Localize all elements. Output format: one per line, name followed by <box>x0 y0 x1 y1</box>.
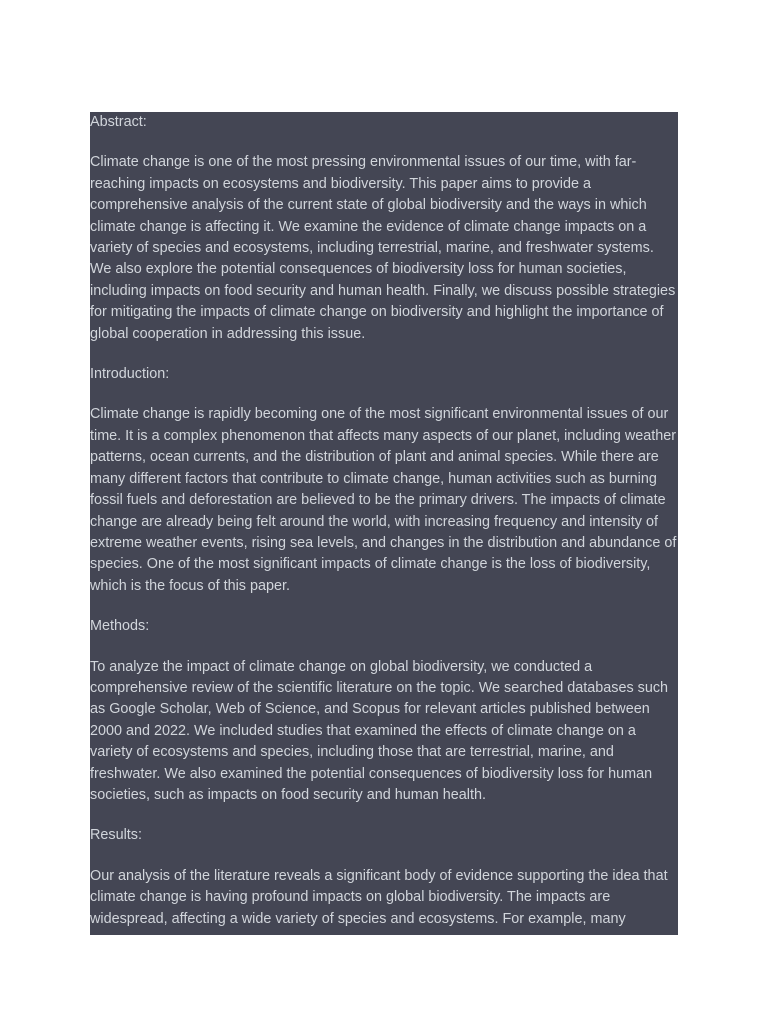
section-heading-methods: Methods: <box>90 618 150 635</box>
section-heading-abstract: Abstract: <box>90 114 147 130</box>
section-heading-introduction: Introduction: <box>90 366 170 383</box>
section-body-results: Our analysis of the literature reveals a significant body of evidence supporting the idea that climate change is having profound impacts on global biodiversity. The impacts are widespread, affecting a wide variety of species and ecosystems. For example, many <box>90 867 668 927</box>
section-body-introduction: Climate change is rapidly becoming one of the most significant environmental issues of our time. It is a complex phenomenon that affects many aspects of our planet, including weather patterns, ocean currents, and the distribution of plant and animal species. While there are many different factors that contribute to climate change, human activities such as burning fossil fuels and deforestation are believed to be the primary drivers. The impacts of climate change are already being felt around the world, with increasing frequency and intensity of extreme weather events, rising sea levels, and changes in the distribution and abundance of species. One of the most significant impacts of climate change is the loss of biodiversity, which is the focus of this paper. <box>90 406 677 594</box>
section-heading-results: Results: <box>90 827 142 844</box>
document-text-block <box>90 112 678 935</box>
section-body-abstract: Climate change is one of the most pressing environmental issues of our time, with far-reaching impacts on ecosystems and biodiversity. This paper aims to provide a comprehensive analysis of the current state of global biodiversity and the ways in which climate change is affecting it. We examine the evidence of climate change impacts on a variety of species and ecosystems, including terrestrial, marine, and freshwater systems. We also explore the potential consequences of biodiversity loss for human societies, including impacts on food security and human health. Finally, we discuss possible strategies for mitigating the impacts of climate change on biodiversity and highlight the importance of global cooperation in addressing this issue. <box>90 154 676 342</box>
section-body-methods: To analyze the impact of climate change on global biodiversity, we conducted a comprehensive review of the scientific literature on the topic. We searched databases such as Google Scholar, Web of Science, and Scopus for relevant articles published between 2000 and 2022. We included studies that examined the effects of climate change on a variety of ecosystems and species, including those that are terrestrial, marine, and freshwater. We also examined the potential consequences of biodiversity loss for human societies, such as impacts on food security and human health. <box>90 658 669 803</box>
